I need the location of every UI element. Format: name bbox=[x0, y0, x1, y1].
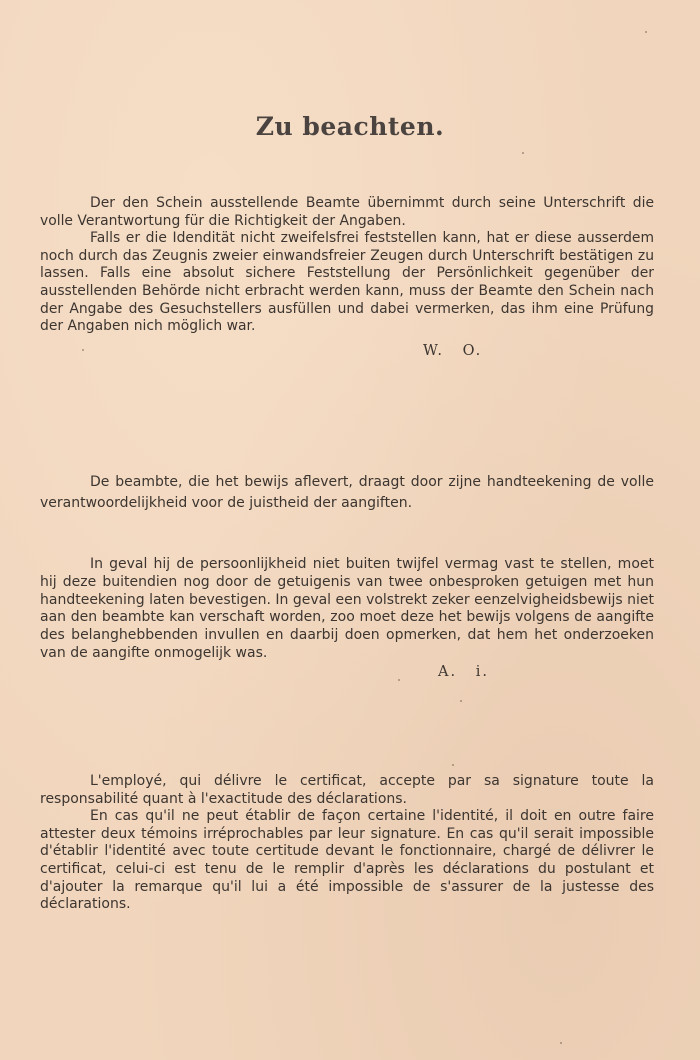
paper-speck bbox=[398, 679, 400, 681]
german-section bbox=[40, 195, 654, 336]
german-paragraph-2: Falls er die Idendität nicht zweifelsfrei feststellen kann, hat er diese ausserdem noch durch das Zeugnis zweier einwandsfreier Zeugen durch Unterschrift bestätigen zu lassen. Falls eine absolut sichere Feststellung der Persönlichkeit gegenüber der ausstellenden Behörde nicht erbracht werden kann, muss der Beamte den Schein nach der Angabe des Gesuchstellers ausfüllen und dabei vermerken, das ihm eine Prüfung der Angaben nich möglich war. bbox=[40, 230, 654, 335]
french-section bbox=[40, 773, 654, 914]
french-paragraph-2: En cas qu'il ne peut établir de façon certaine l'identité, il doit en outre faire attester deux témoins irréprochables par leur signature. En cas qu'il serait impossible d'établir l'identité avec toute certitude devant le fonctionnaire, chargé de délivrer le certificat, celui-ci est tenu de le remplir d'après les déclarations du postulant et d'ajouter la remarque qu'il lui a été impossible de s'assurer de la justesse des déclarations. bbox=[40, 808, 654, 913]
paper-speck bbox=[522, 152, 524, 154]
paper-speck bbox=[560, 1042, 562, 1044]
dutch-paragraph-2: In geval hij de persoonlijkheid niet buiten twijfel vermag vast te stellen, moet hij deze buitendien nog door de getuigenis van twee onbesproken getuigen met hun handteekening laten bevestigen. In geval een volstrekt zeker eenzelvigheidsbewijs niet aan den beambte kan verschaft worden, zoo moet deze het bewijs volgens de aangifte des belanghebbenden invullen en daarbij doen opmerken, dat hem het onderzoeken van de aangifte onmogelijk was. bbox=[40, 556, 654, 661]
french-paragraph-1: L'employé, qui délivre le certificat, accepte par sa signature toute la responsabilité quant à l'exactitude des déclarations. bbox=[40, 773, 654, 807]
paper-speck bbox=[82, 349, 84, 351]
dutch-signature: A. i. bbox=[438, 664, 489, 680]
page-title: Zu beachten. bbox=[255, 112, 445, 141]
german-paragraph-1: Der den Schein ausstellende Beamte übernimmt durch seine Unterschrift die volle Verantwortung für die Richtigkeit der Angaben. bbox=[40, 195, 654, 229]
german-signature: W. O. bbox=[423, 343, 483, 359]
dutch-section-1 bbox=[40, 472, 654, 514]
paper-speck bbox=[460, 700, 462, 702]
dutch-section-2 bbox=[40, 556, 654, 663]
paper-speck bbox=[452, 764, 454, 766]
paper-speck bbox=[645, 31, 647, 33]
dutch-paragraph-1: De beambte, die het bewijs aflevert, draagt door zijne handteekening de volle verantwoordelijkheid voor de juistheid der aangiften. bbox=[40, 474, 654, 511]
